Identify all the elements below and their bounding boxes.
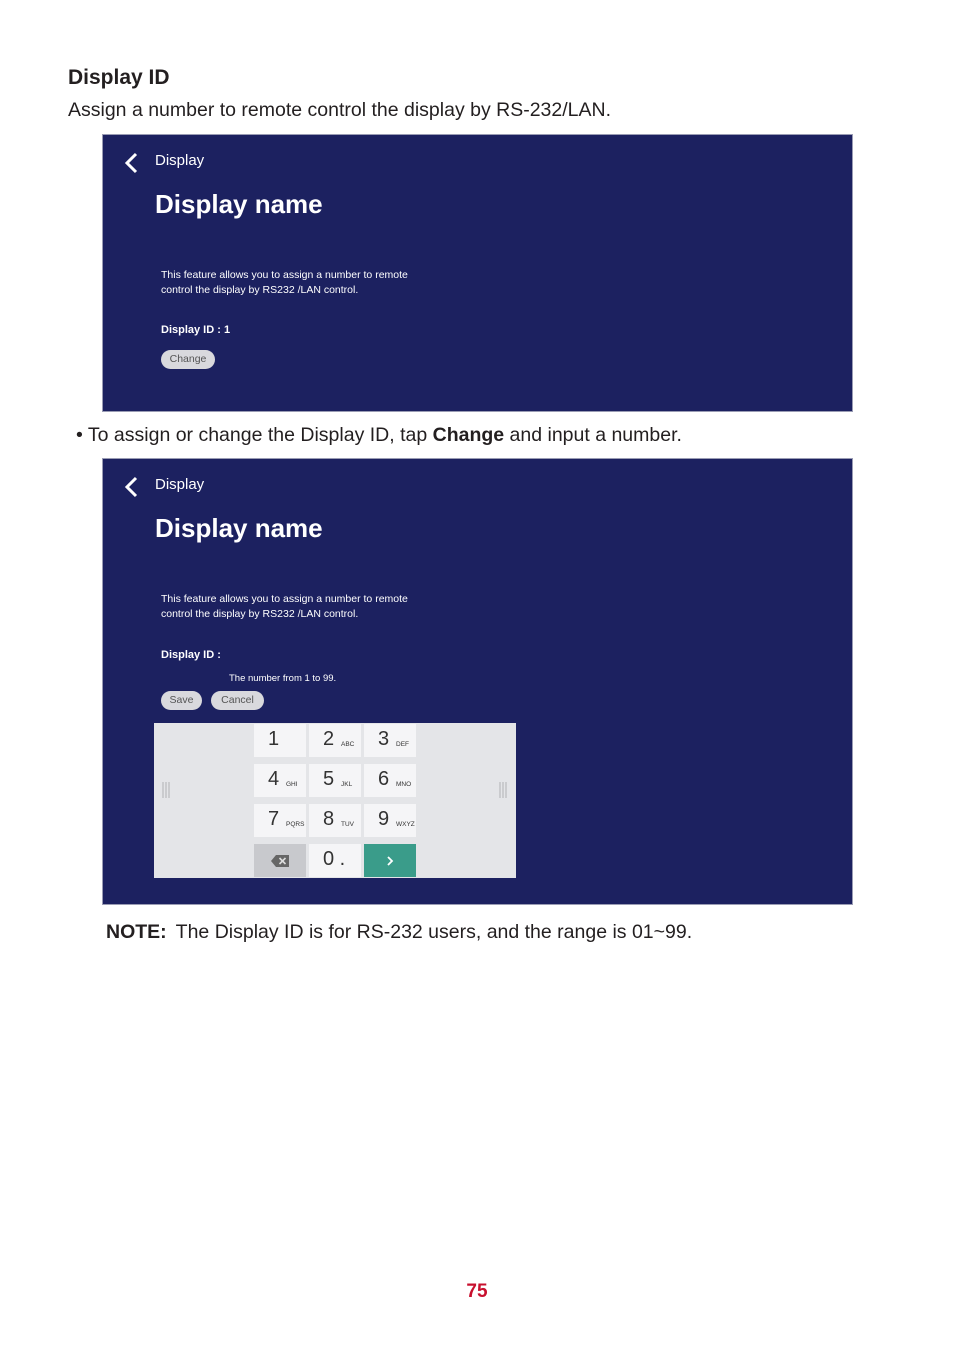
drag-handle-icon[interactable] bbox=[161, 781, 171, 799]
chevron-right-icon bbox=[385, 855, 395, 867]
key-digit: 0 . bbox=[323, 848, 346, 870]
cancel-button[interactable]: Cancel bbox=[211, 691, 264, 710]
backspace-key[interactable] bbox=[254, 844, 306, 877]
note bbox=[106, 921, 692, 944]
back-arrow-icon[interactable] bbox=[121, 151, 145, 175]
key-digit: 1 bbox=[268, 728, 280, 750]
save-button[interactable]: Save bbox=[161, 691, 202, 710]
key-letters: JKL bbox=[341, 781, 353, 788]
key-digit: 6 bbox=[378, 768, 390, 790]
bullet-marker: • bbox=[76, 424, 83, 446]
key-letters: ABC bbox=[341, 741, 355, 748]
numeric-keypad bbox=[154, 723, 516, 878]
bullet-text-start: To assign or change the Display ID, tap bbox=[87, 424, 428, 446]
display-id-label: Display ID : 1 bbox=[161, 324, 231, 336]
key-9[interactable] bbox=[364, 804, 416, 837]
key-5[interactable] bbox=[309, 764, 361, 797]
bullet-instruction bbox=[76, 424, 682, 447]
bullet-text-bold: Change bbox=[432, 424, 505, 446]
drag-handle-icon[interactable] bbox=[498, 781, 508, 799]
key-letters: MNO bbox=[396, 781, 412, 788]
note-label: NOTE: bbox=[106, 921, 167, 943]
key-3[interactable] bbox=[364, 724, 416, 757]
key-letters: GHI bbox=[286, 781, 298, 788]
page-title: Display name bbox=[155, 189, 323, 219]
section-intro: Assign a number to remote control the display by RS-232/LAN. bbox=[68, 99, 612, 121]
key-letters: TUV bbox=[341, 821, 354, 828]
feature-description: This feature allows you to assign a number to remote control the display by RS232 /LAN control. bbox=[161, 269, 408, 296]
key-letters: DEF bbox=[396, 741, 409, 748]
settings-screenshot-2 bbox=[102, 458, 853, 905]
key-digit: 5 bbox=[323, 768, 335, 790]
display-id-label: Display ID : bbox=[161, 649, 221, 661]
backspace-icon bbox=[270, 854, 290, 868]
feature-description: This feature allows you to assign a number to remote control the display by RS232 /LAN control. bbox=[161, 593, 408, 620]
key-digit: 7 bbox=[268, 808, 280, 830]
key-digit: 2 bbox=[323, 728, 335, 750]
key-digit: 9 bbox=[378, 808, 390, 830]
key-digit: 8 bbox=[323, 808, 335, 830]
settings-screenshot-1 bbox=[102, 134, 853, 412]
key-letters: PQRS bbox=[286, 821, 305, 828]
key-0[interactable] bbox=[309, 844, 361, 877]
page-title: Display name bbox=[155, 513, 323, 543]
note-text: The Display ID is for RS-232 users, and the range is 01~99. bbox=[175, 921, 693, 943]
key-digit: 3 bbox=[378, 728, 390, 750]
key-digit: 4 bbox=[268, 768, 280, 790]
enter-key[interactable] bbox=[364, 844, 416, 877]
key-1[interactable] bbox=[254, 724, 306, 757]
key-letters: WXYZ bbox=[396, 821, 415, 828]
key-6[interactable] bbox=[364, 764, 416, 797]
page-number: 75 bbox=[466, 1281, 488, 1302]
bullet-text-end: and input a number. bbox=[509, 424, 682, 446]
breadcrumb[interactable]: Display bbox=[155, 476, 205, 493]
back-arrow-icon[interactable] bbox=[121, 475, 145, 499]
key-2[interactable] bbox=[309, 724, 361, 757]
section-heading: Display ID bbox=[68, 66, 170, 89]
input-hint: The number from 1 to 99. bbox=[229, 673, 337, 684]
breadcrumb[interactable]: Display bbox=[155, 152, 205, 169]
key-7[interactable] bbox=[254, 804, 306, 837]
change-button[interactable]: Change bbox=[161, 350, 215, 369]
key-4[interactable] bbox=[254, 764, 306, 797]
key-8[interactable] bbox=[309, 804, 361, 837]
